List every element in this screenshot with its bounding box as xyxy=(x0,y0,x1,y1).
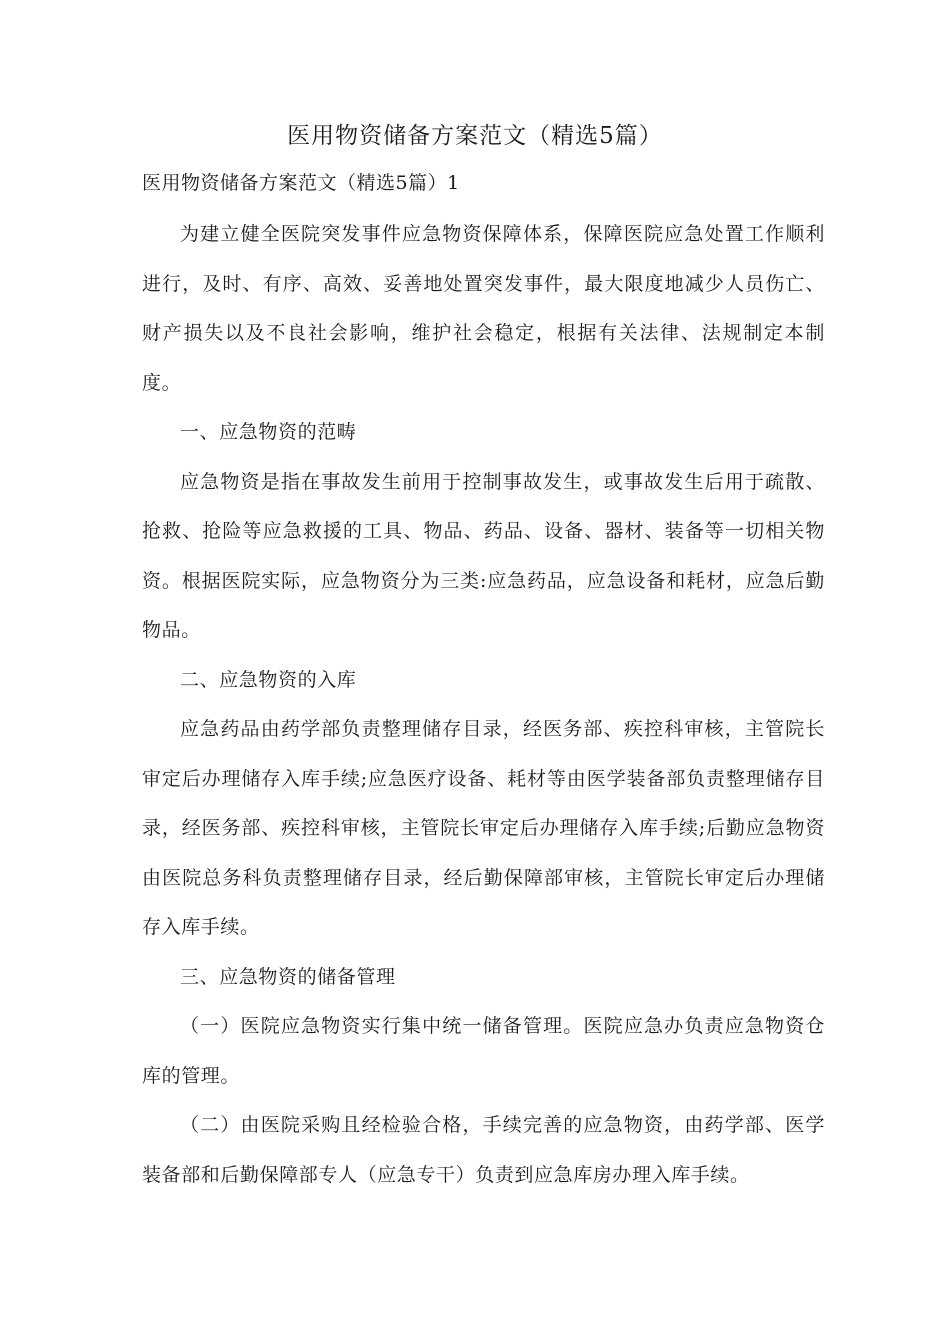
paragraph-warehousing: 应急药品由药学部负责整理储存目录，经医务部、疾控科审核，主管院长审定后办理储存入库手续;应急医疗设备、耗材等由医学装备部负责整理储存目录，经医务部、疾控科审核，主管院长审定后办理储存入库手续;后勤应急物资由医院总务科负责整理储存目录，经后勤保障部审核，主管院长审定后办理储存入库手续。 xyxy=(142,718,825,938)
section-heading-scope: 一、应急物资的范畴 xyxy=(180,421,357,443)
paragraph-scope: 应急物资是指在事故发生前用于控制事故发生，或事故发生后用于疏散、抢救、抢险等应急救援的工具、物品、药品、设备、器材、装备等一切相关物资。根据医院实际，应急物资分为三类:应急药品，应急设备和耗材，应急后勤物品。 xyxy=(142,470,825,641)
document-body xyxy=(142,210,825,1200)
paragraph-storage-2: （二）由医院采购且经检验合格，手续完善的应急物资，由药学部、医学装备部和后勤保障部专人（应急专干）负责到应急库房办理入库手续。 xyxy=(142,1114,825,1186)
paragraph-storage-1: （一）医院应急物资实行集中统一储备管理。医院应急办负责应急物资仓库的管理。 xyxy=(142,1015,825,1087)
paragraph-intro: 为建立健全医院突发事件应急物资保障体系，保障医院应急处置工作顺利进行，及时、有序、高效、妥善地处置突发事件，最大限度地减少人员伤亡、财产损失以及不良社会影响，维护社会稳定，根据有关法律、法规制定本制度。 xyxy=(142,223,825,394)
section-heading-warehousing: 二、应急物资的入库 xyxy=(180,668,357,691)
document-subtitle: 医用物资储备方案范文（精选5篇）1 xyxy=(142,172,460,194)
section-heading-storage: 三、应急物资的储备管理 xyxy=(180,965,396,988)
document-title: 医用物资储备方案范文（精选5篇） xyxy=(287,123,663,149)
